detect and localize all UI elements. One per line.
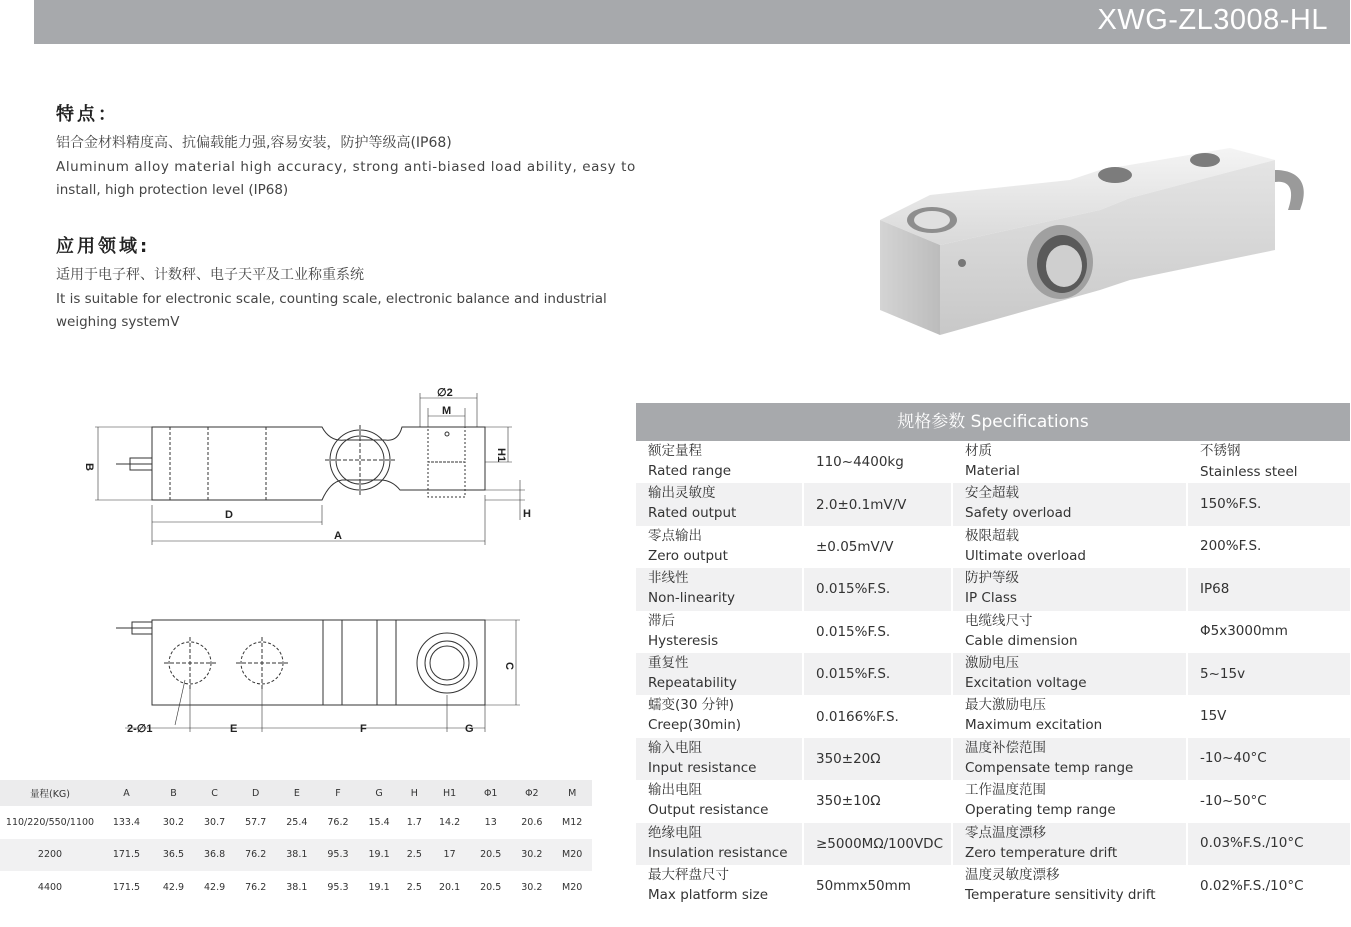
- spec-label-zh: 额定量程: [648, 443, 702, 459]
- table-cell: 76.2: [245, 849, 267, 861]
- spec-value: 0.02%F.S./10°C: [1200, 877, 1304, 894]
- spec-value: 350±10Ω: [816, 793, 881, 810]
- table-cell: 30.7: [204, 816, 226, 828]
- table-cell: 2.5: [406, 849, 422, 861]
- spec-cell: [804, 780, 953, 822]
- table-cell: 110/220/550/1100: [5, 816, 95, 828]
- spec-label-en: Zero output: [648, 547, 728, 564]
- table-cell: 19.1: [368, 881, 390, 893]
- features-en-line2: install, high protection level (IP68): [56, 182, 289, 198]
- table-cell: 38.1: [286, 881, 308, 893]
- table-cell: 95.3: [327, 881, 349, 893]
- spec-label-en: Operating temp range: [965, 802, 1116, 819]
- label-C: C: [503, 662, 515, 670]
- spec-cell: [636, 780, 804, 822]
- table-cell: 30.2: [521, 881, 543, 893]
- spec-row: [636, 441, 1350, 483]
- spec-cell: [1188, 865, 1350, 907]
- spec-cell: [804, 568, 953, 610]
- spec-value: 0.015%F.S.: [816, 666, 891, 683]
- spec-value: ±0.05mV/V: [816, 538, 894, 555]
- spec-label-zh: 极限超载: [965, 527, 1019, 544]
- spec-label-zh: 输入电阻: [648, 739, 702, 756]
- application-heading: 应用领域:: [56, 236, 151, 257]
- table-row: [0, 806, 592, 839]
- table-row: [0, 839, 592, 872]
- spec-label-zh: 输出电阻: [648, 782, 702, 799]
- spec-label-zh: 最大秤盘尺寸: [648, 866, 729, 883]
- table-cell: 25.4: [286, 816, 308, 828]
- label-phi2: ∅2: [437, 387, 453, 399]
- spec-label-zh: 防护等级: [965, 570, 1019, 587]
- spec-value: IP68: [1200, 580, 1230, 597]
- spec-cell: [1188, 441, 1350, 483]
- spec-label-zh: 工作温度范围: [965, 782, 1046, 799]
- spec-row: [636, 653, 1350, 695]
- spec-row: [636, 611, 1350, 653]
- spec-label-zh: 重复性: [648, 654, 689, 671]
- spec-label-en: Zero temperature drift: [965, 844, 1118, 861]
- spec-cell: [804, 441, 953, 483]
- spec-cell: [1188, 483, 1350, 525]
- spec-cell: [804, 653, 953, 695]
- spec-cell: [804, 526, 953, 568]
- spec-value: 0.015%F.S.: [816, 623, 891, 640]
- spec-label-en: Input resistance: [648, 759, 757, 776]
- spec-value: 0.03%F.S./10°C: [1200, 835, 1304, 852]
- spec-cell: [636, 611, 804, 653]
- spec-cell: [636, 695, 804, 737]
- spec-label-en: Rated range: [648, 463, 732, 479]
- spec-label-zh: 滞后: [648, 612, 675, 629]
- label-M: M: [442, 405, 452, 417]
- spec-row: [636, 568, 1350, 610]
- table-cell: 15.4: [368, 816, 390, 828]
- spec-label-zh: 温度补偿范围: [965, 739, 1046, 756]
- dim-col-phi1: Φ1: [483, 787, 498, 799]
- spec-label-zh: 激励电压: [965, 654, 1019, 671]
- spec-label-zh: 温度灵敏度漂移: [965, 866, 1060, 883]
- spec-cell: [953, 611, 1188, 653]
- spec-label-zh: 绝缘电阻: [648, 824, 702, 841]
- label-D: D: [225, 509, 233, 521]
- spec-label-en: Max platform size: [648, 886, 769, 903]
- table-cell: 2200: [37, 849, 63, 861]
- table-cell: 20.6: [521, 816, 543, 828]
- spec-label-en: Ultimate overload: [965, 547, 1086, 564]
- specifications-table: [636, 403, 1350, 907]
- table-cell: 30.2: [521, 849, 543, 861]
- spec-cell: [953, 865, 1188, 907]
- spec-cell: [804, 823, 953, 865]
- dim-col-B: B: [170, 787, 177, 799]
- table-cell: M20: [562, 849, 583, 861]
- label-phi1: 2-∅1: [127, 723, 153, 735]
- spec-cell: [636, 441, 804, 483]
- features-heading: 特点：: [56, 104, 119, 125]
- spec-label-en: Safety overload: [965, 505, 1072, 522]
- table-cell: 20.5: [480, 881, 502, 893]
- table-cell: 171.5: [112, 881, 141, 893]
- spec-cell: [636, 823, 804, 865]
- label-F: F: [360, 723, 367, 735]
- dim-col-F: F: [335, 787, 341, 799]
- spec-label-en: Rated output: [648, 505, 737, 522]
- spec-row: [636, 738, 1350, 780]
- dimension-table-header: [0, 780, 592, 806]
- spec-cell: [953, 653, 1188, 695]
- dim-col-H: H: [410, 787, 418, 799]
- dimension-table: [0, 780, 592, 904]
- table-cell: 19.1: [368, 849, 390, 861]
- header-bar: [34, 0, 1350, 44]
- spec-cell: [953, 483, 1188, 525]
- spec-cell: [804, 695, 953, 737]
- spec-row: [636, 780, 1350, 822]
- table-cell: 76.2: [245, 881, 267, 893]
- spec-label-en: Temperature sensitivity drift: [965, 886, 1156, 903]
- table-cell: 13: [484, 816, 497, 828]
- spec-cell: [1188, 526, 1350, 568]
- spec-label-zh: 安全超载: [965, 485, 1019, 502]
- spec-cell: [1188, 823, 1350, 865]
- spec-value: 0.015%F.S.: [816, 581, 891, 598]
- spec-label-zh: 输出灵敏度: [648, 485, 716, 502]
- spec-label-zh: 电缆线尺寸: [965, 612, 1033, 629]
- model-title: XWG-ZL3008-HL: [1097, 4, 1328, 36]
- spec-label-zh: 最大激励电压: [965, 697, 1046, 714]
- spec-label-en: Output resistance: [648, 802, 769, 819]
- spec-cell: [804, 738, 953, 780]
- spec-value: Φ5x3000mm: [1200, 623, 1288, 640]
- spec-value: ≥5000MΩ/100VDC: [816, 835, 944, 852]
- table-cell: 20.1: [439, 881, 461, 893]
- application-en-line1: It is suitable for electronic scale, counting scale, electronic balance and industrial: [56, 291, 607, 307]
- spec-value: 2.0±0.1mV/V: [816, 496, 907, 513]
- label-G: G: [465, 723, 474, 735]
- dim-col-C: C: [211, 787, 218, 799]
- features-en-line1: Aluminum alloy material high accuracy, strong anti-biased load ability, easy to: [56, 159, 636, 175]
- technical-drawing: [80, 380, 540, 740]
- application-en-line2: weighing systemV: [56, 314, 180, 330]
- spec-cell: [1188, 738, 1350, 780]
- spec-value: -10~50°C: [1200, 792, 1267, 809]
- spec-cell: [953, 738, 1188, 780]
- dim-col-D: D: [252, 787, 260, 799]
- label-H: H: [523, 508, 531, 520]
- table-cell: 76.2: [327, 816, 349, 828]
- spec-cell: [953, 568, 1188, 610]
- spec-value: 50mmx50mm: [816, 878, 911, 895]
- application-zh: 适用于电子秤、计数秤、电子天平及工业称重系统: [56, 267, 364, 283]
- spec-cell: [636, 865, 804, 907]
- dim-col-E: E: [293, 787, 300, 799]
- spec-row: [636, 823, 1350, 865]
- table-cell: 95.3: [327, 849, 349, 861]
- dim-col-G: G: [375, 787, 383, 799]
- spec-cell: [953, 823, 1188, 865]
- spec-rows: [636, 441, 1350, 907]
- table-cell: 2.5: [406, 881, 422, 893]
- spec-value: 5~15v: [1200, 665, 1246, 682]
- table-cell: M12: [562, 816, 583, 828]
- spec-row: [636, 695, 1350, 737]
- spec-label-en: Compensate temp range: [965, 759, 1134, 776]
- spec-label-en: Non-linearity: [648, 590, 736, 607]
- specifications-heading: 规格参数 Specifications: [636, 403, 1350, 441]
- dim-col-phi2: Φ2: [525, 787, 539, 799]
- spec-cell: [1188, 695, 1350, 737]
- spec-cell: [953, 526, 1188, 568]
- spec-cell: [636, 483, 804, 525]
- spec-label-en: Material: [965, 463, 1020, 479]
- spec-label-en: IP Class: [965, 590, 1017, 607]
- spec-value: 200%F.S.: [1200, 538, 1262, 555]
- table-cell: 133.4: [112, 816, 141, 828]
- spec-label-en: Repeatability: [648, 674, 737, 691]
- spec-cell: [636, 653, 804, 695]
- spec-cell: [953, 780, 1188, 822]
- table-cell: 38.1: [286, 849, 308, 861]
- table-cell: 36.8: [204, 849, 226, 861]
- table-cell: 4400: [37, 881, 63, 893]
- spec-cell: [804, 483, 953, 525]
- table-row: [0, 871, 592, 904]
- features-zh: 铝合金材料精度高、抗偏载能力强,容易安装，防护等级高(IP68): [56, 135, 452, 151]
- spec-row: [636, 526, 1350, 568]
- spec-cell: [636, 568, 804, 610]
- spec-label-zh: 非线性: [648, 570, 689, 587]
- spec-value: 15V: [1200, 708, 1227, 725]
- spec-value: 110~4400kg: [816, 454, 904, 471]
- spec-label-en: Maximum excitation: [965, 717, 1103, 734]
- dim-col-range: 量程(KG): [29, 789, 70, 800]
- table-cell: 30.2: [162, 816, 185, 828]
- table-cell: 57.7: [245, 816, 267, 828]
- spec-value: 不锈钢 Stainless steel: [1200, 443, 1298, 481]
- table-cell: 14.2: [439, 816, 461, 828]
- spec-label-zh: 蠕变(30 分钟): [648, 697, 735, 714]
- spec-value: 150%F.S.: [1200, 496, 1262, 513]
- dim-col-H1: H1: [442, 787, 457, 799]
- spec-cell: [1188, 611, 1350, 653]
- spec-row: [636, 483, 1350, 525]
- spec-label-en: Creep(30min): [648, 717, 742, 734]
- spec-cell: [1188, 780, 1350, 822]
- table-cell: 42.9: [204, 881, 226, 893]
- spec-label-en: Insulation resistance: [648, 844, 788, 861]
- label-E: E: [230, 723, 238, 735]
- dim-col-M: M: [568, 787, 577, 799]
- spec-cell: [1188, 653, 1350, 695]
- spec-value: -10~40°C: [1200, 750, 1267, 767]
- label-B: B: [83, 463, 95, 471]
- spec-cell: [804, 611, 953, 653]
- label-A: A: [334, 530, 342, 542]
- table-cell: 171.5: [112, 849, 141, 861]
- spec-value: 0.0166%F.S.: [816, 708, 899, 725]
- table-cell: 20.5: [480, 849, 502, 861]
- table-cell: 42.9: [162, 881, 185, 893]
- table-cell: M20: [562, 881, 583, 893]
- spec-label-zh: 零点温度漂移: [965, 824, 1046, 841]
- spec-cell: [804, 865, 953, 907]
- table-cell: 1.7: [406, 816, 422, 828]
- spec-label-zh: 材质: [965, 443, 992, 459]
- spec-label-en: Cable dimension: [965, 632, 1078, 649]
- spec-cell: [636, 738, 804, 780]
- table-cell: 17: [443, 849, 456, 861]
- spec-label-en: Hysteresis: [648, 632, 719, 649]
- spec-row: [636, 865, 1350, 907]
- spec-value: 350±20Ω: [816, 750, 881, 767]
- label-H1: H1: [495, 448, 507, 463]
- spec-label-en: Excitation voltage: [965, 674, 1087, 691]
- dim-col-A: A: [123, 787, 130, 799]
- spec-label-zh: 零点输出: [648, 527, 702, 544]
- spec-cell: [1188, 568, 1350, 610]
- table-cell: 36.5: [162, 849, 185, 861]
- product-image: [870, 140, 1310, 340]
- spec-cell: [953, 441, 1188, 483]
- spec-cell: [953, 695, 1188, 737]
- spec-cell: [636, 526, 804, 568]
